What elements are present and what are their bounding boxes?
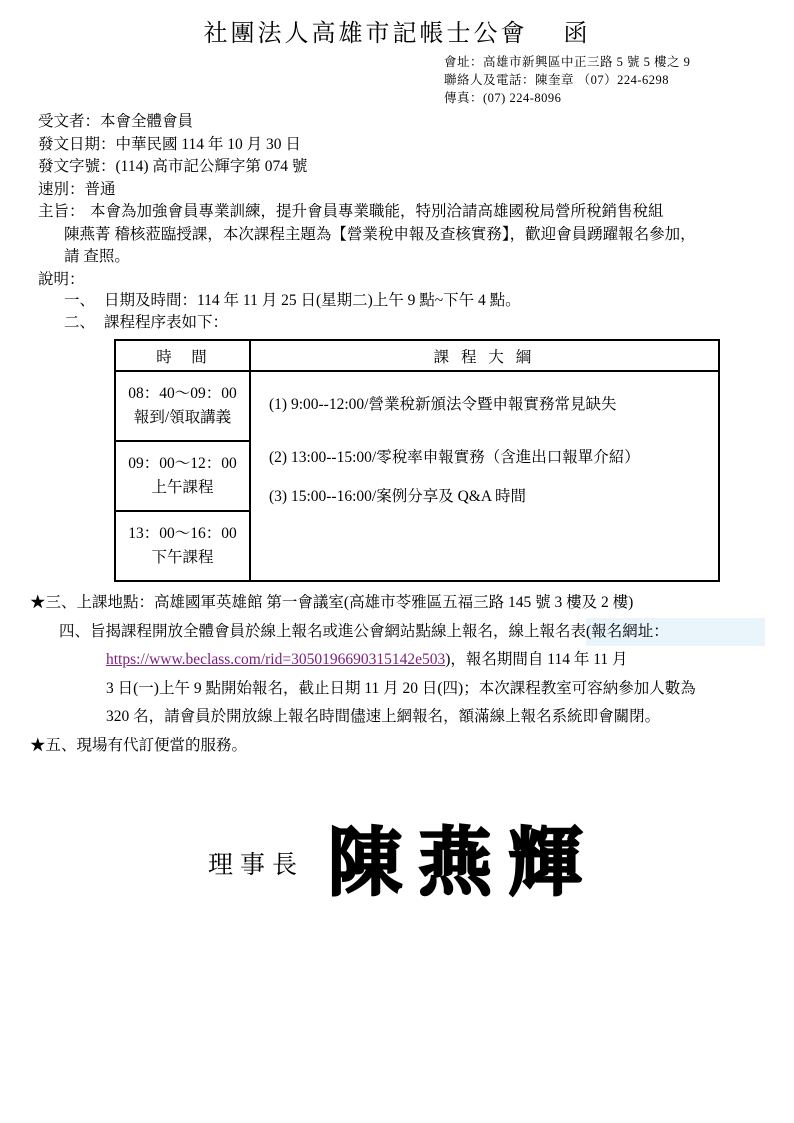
- explanation-item2-text: 課程程序表如下：: [104, 313, 229, 331]
- explanation-item2-number: 二、: [64, 313, 96, 331]
- item3-text: 上課地點：高雄國軍英雄館 第一會議室(高雄市苓雅區五福三路 145 號 3 樓及 2 樓): [76, 594, 634, 611]
- star-icon: ★: [30, 594, 46, 611]
- document-meta: [38, 111, 794, 201]
- explanation-label: 說明：: [38, 270, 85, 288]
- outline-column-header: 課 程 大 綱: [250, 340, 719, 371]
- item4-line2-rest: )，報名期間自 114 年 11 月: [445, 651, 628, 668]
- explanation-section: [38, 269, 794, 334]
- signature-block: [208, 818, 794, 908]
- item4-line2: [106, 646, 794, 675]
- item4-highlighted-text: (報名網址：: [586, 618, 669, 647]
- item5-line: [30, 732, 794, 761]
- chairman-title: 理事長: [208, 852, 305, 879]
- subject-line2: 陳燕菁 稽核蒞臨授課，本次課程主題為【營業稅申報及查核實務】，歡迎會員踴躍報名參加，: [64, 225, 696, 243]
- time-range: 09：00～12：00: [128, 455, 237, 472]
- table-header-row: [115, 340, 719, 371]
- explanation-item1-text: 日期及時間：114 年 11 月 25 日(星期二)上午 9 點~下午 4 點。: [104, 292, 521, 309]
- recipient-line: 受文者：本會全體會員: [38, 113, 194, 130]
- course-schedule-table: [114, 339, 720, 582]
- time-label: 下午課程: [151, 549, 214, 566]
- course-outline-cell: [250, 371, 719, 581]
- issue-date-line: 發文日期：中華民國 114 年 10 月 30 日: [38, 135, 301, 153]
- page-title: 社團法人高雄市記帳士公會 函: [203, 21, 591, 47]
- priority-line: 速別：普通: [38, 180, 116, 198]
- item4-line1: [59, 618, 765, 647]
- outline-item-3: (3) 15:00--16:00/案例分享及 Q&A 時間: [269, 488, 527, 505]
- registration-url-link[interactable]: https://www.beclass.com/rid=3050196690315142e503: [106, 651, 446, 668]
- item5-text: 現場有代訂便當的服務。: [76, 736, 248, 754]
- time-cell-morning: [115, 441, 250, 511]
- chairman-signature: 陳燕輝: [328, 820, 599, 906]
- association-contact-phone: 聯絡人及電話：陳奎章 （07）224-6298: [444, 73, 670, 87]
- subject-line1: 本會為加強會員專業訓練，提升會員專業職能，特別洽請高雄國稅局營所稅銷售稅組: [90, 203, 664, 220]
- highlight-filler: [669, 618, 765, 647]
- subject-label: 主旨：: [38, 203, 85, 220]
- association-fax: 傳真：(07) 224-8096: [444, 91, 562, 105]
- item3-line: [30, 589, 794, 618]
- subject-line3: 請 查照。: [64, 248, 130, 265]
- item4-text-pre: 旨揭課程開放全體會員於線上報名或進公會網站點線上報名，線上報名表: [90, 622, 587, 640]
- time-range: 08：40～09：00: [128, 385, 237, 402]
- outline-item-1: (1) 9:00--12:00/營業稅新頒法令暨申報實務常見缺失: [269, 396, 617, 413]
- item3-number: 三、: [45, 594, 77, 611]
- association-contact-block: [444, 53, 794, 107]
- item4-line4: 320 名，請會員於開放線上報名時間儘速上網報名，額滿線上報名系統即會關閉。: [106, 708, 661, 725]
- subject-section: [38, 201, 794, 269]
- time-label: 上午課程: [151, 479, 214, 496]
- time-cell-registration: [115, 371, 250, 441]
- outline-item-2: (2) 13:00--15:00/零稅率申報實務（含進出口報單介紹）: [269, 449, 640, 466]
- notes-section: [0, 589, 794, 760]
- item5-number: 五、: [45, 736, 77, 754]
- time-cell-afternoon: [115, 511, 250, 581]
- explanation-item1-number: 一、: [64, 292, 96, 309]
- time-column-header: 時 間: [115, 340, 250, 371]
- time-range: 13：00～16：00: [128, 525, 237, 542]
- doc-number-line: 發文字號：(114) 高市記公輝字第 074 號: [38, 158, 308, 175]
- time-label: 報到/領取講義: [133, 409, 232, 426]
- table-row: [115, 371, 719, 441]
- star-icon: ★: [30, 736, 46, 754]
- association-address: 會址：高雄市新興區中正三路 5 號 5 樓之 9: [444, 55, 691, 69]
- item4-number: 四、: [59, 622, 91, 640]
- item4-line3: 3 日(一)上午 9 點開始報名，截止日期 11 月 20 日(四)；本次課程教室可容納參加人數為: [106, 679, 696, 697]
